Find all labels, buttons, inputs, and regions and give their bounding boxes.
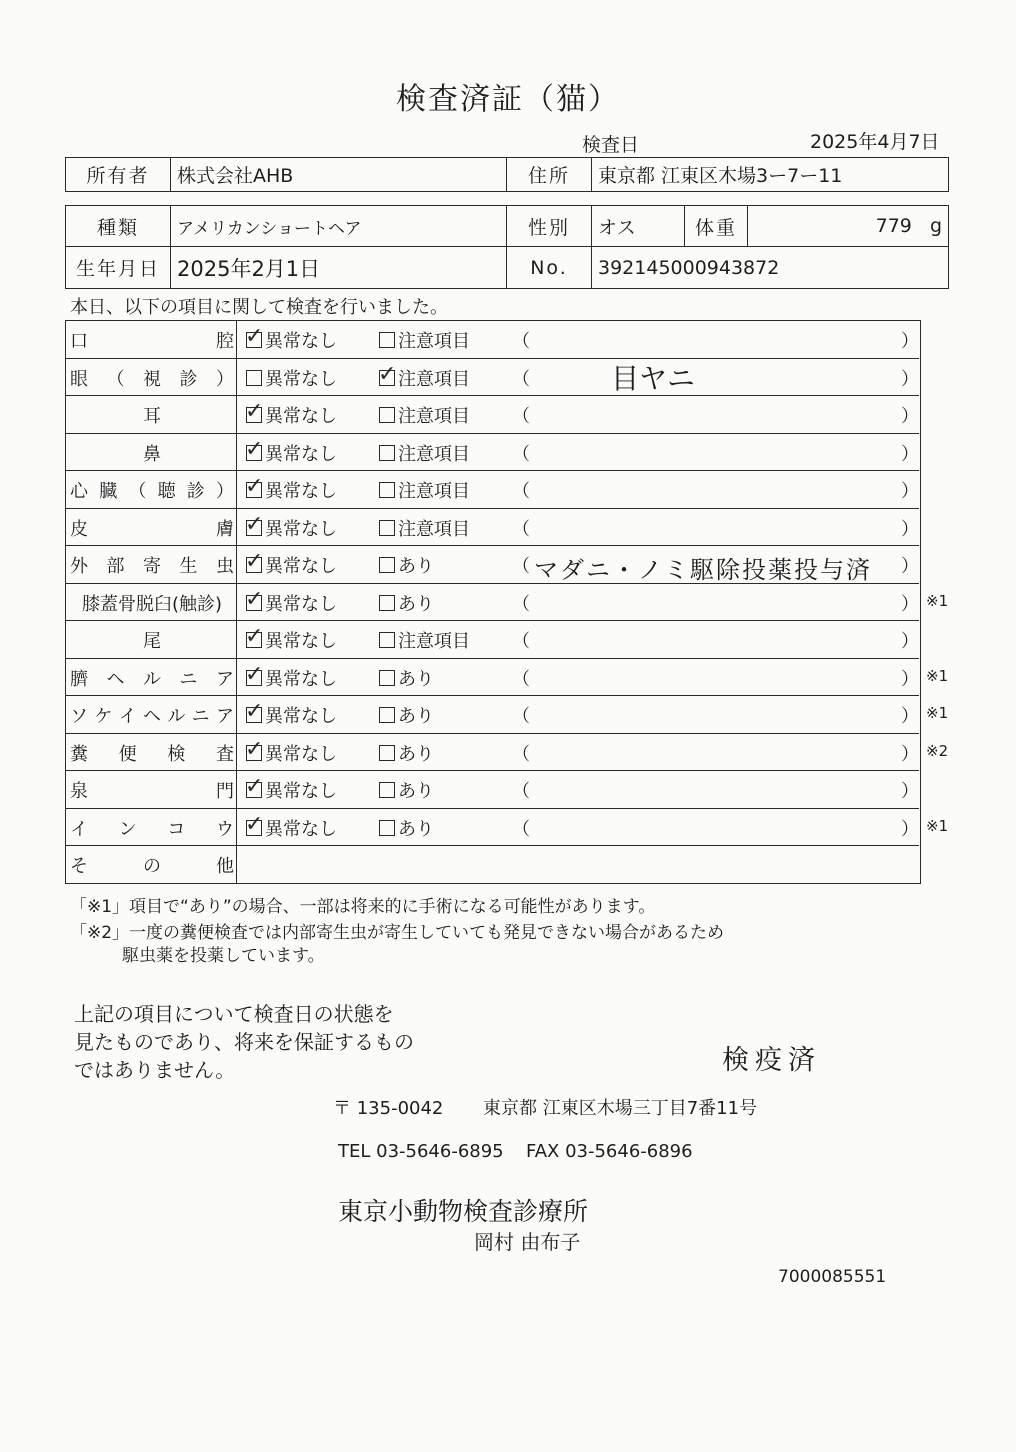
document-title: 検査済証（猫）	[396, 82, 620, 117]
option-label: 注意項目	[398, 406, 470, 427]
item-label-part: 門	[216, 781, 234, 802]
check-mark: ✓	[245, 774, 264, 799]
item-label-part: 寄	[143, 556, 161, 577]
veterinarian-name: 岡村 由布子	[474, 1230, 581, 1254]
item-label-part: 聴	[157, 481, 176, 502]
note-paren-close: ）	[901, 593, 919, 615]
attention-option[interactable]	[378, 361, 470, 391]
item-label	[70, 627, 234, 653]
item-label-part: 口	[70, 331, 88, 352]
sex-label: 性別	[507, 206, 592, 247]
checklist-row	[66, 359, 919, 397]
item-label-part: （	[128, 481, 147, 502]
checkbox[interactable]	[245, 811, 264, 837]
no-abnormality-option[interactable]	[246, 365, 337, 391]
item-label-part: ア	[216, 668, 234, 690]
item-label-part: 診	[186, 481, 205, 502]
breed-value: アメリカンショートヘア	[171, 206, 507, 247]
note-paren-close: ）	[901, 818, 919, 840]
option-label: あり	[398, 593, 434, 615]
checklist-row	[66, 621, 919, 659]
item-label-part: 耳	[143, 406, 161, 427]
option-label: あり	[398, 556, 434, 577]
note-paren-open: （	[512, 743, 530, 765]
checklist-row	[66, 734, 949, 772]
item-label-part: 泉	[70, 781, 88, 802]
item-label	[70, 440, 234, 466]
option-label: 注意項目	[398, 518, 470, 540]
address-label: 住所	[507, 158, 592, 192]
check-mark: ✓	[245, 549, 264, 574]
checkbox[interactable]	[379, 707, 395, 723]
check-mark: ✓	[245, 324, 264, 349]
option-label: 異常なし	[265, 743, 337, 765]
footnote-2: 「※2」一度の糞便検査では内部寄生虫が寄生していても発見できない場合があるため	[70, 923, 725, 943]
checkbox[interactable]	[379, 632, 395, 648]
check-mark: ✓	[245, 436, 264, 462]
checkbox[interactable]	[245, 436, 264, 462]
checkbox[interactable]	[379, 332, 395, 348]
option-label: 異常なし	[265, 331, 337, 352]
no-abnormality-option[interactable]	[245, 586, 337, 616]
checkbox[interactable]	[379, 445, 395, 461]
note-paren-open: （	[512, 518, 530, 540]
item-label-part: 生	[179, 556, 198, 577]
checkbox[interactable]	[379, 782, 395, 798]
item-label-part: イ	[118, 706, 137, 727]
check-mark: ✓	[245, 511, 264, 537]
note-paren-close: ）	[901, 631, 919, 652]
item-label-part: 他	[216, 856, 234, 877]
inspection-date-label: 検査日	[582, 134, 640, 156]
attention-option[interactable]	[379, 815, 434, 841]
breed-label: 種類	[66, 206, 171, 247]
note-paren-close: ）	[901, 668, 919, 690]
owner-table	[65, 157, 949, 192]
note-paren-close: ）	[901, 781, 919, 802]
note-paren-close: ）	[901, 481, 919, 502]
note-paren-open: （	[512, 781, 530, 802]
item-label-part: ン	[118, 818, 137, 840]
checklist-row	[66, 434, 919, 472]
checkbox[interactable]	[245, 699, 264, 724]
item-label-part: そ	[70, 856, 88, 877]
item-label-part: ケ	[94, 706, 113, 727]
footnote-mark: ※1	[926, 666, 949, 685]
no-abnormality-option[interactable]	[245, 474, 337, 503]
attention-option[interactable]	[379, 402, 470, 428]
checklist-row	[66, 771, 919, 809]
no-abnormality-option[interactable]	[245, 399, 337, 428]
note-paren-open: （	[512, 556, 530, 577]
intro-text: 本日、以下の項目に関して検査を行いました。	[70, 297, 448, 318]
option-label: 異常なし	[265, 406, 337, 427]
item-note: マダニ・ノミ駆除投薬投与済	[534, 556, 872, 584]
footnote-mark: ※1	[926, 816, 949, 835]
checkbox[interactable]	[245, 624, 264, 649]
item-label-part: 部	[106, 556, 125, 577]
birth-value: 2025年2月1日	[171, 247, 507, 289]
clinic-address: 東京都 江東区木場三丁目7番11号	[483, 1098, 758, 1119]
attention-option[interactable]	[379, 327, 470, 353]
checkbox[interactable]	[246, 370, 262, 386]
weight-value: 779	[875, 215, 912, 237]
note-paren-open: （	[512, 593, 530, 615]
option-label: 異常なし	[265, 518, 337, 540]
no-abnormality-option[interactable]	[245, 774, 337, 803]
no-label: No.	[507, 247, 592, 289]
checklist-row	[66, 509, 919, 547]
item-label-part: 尾	[143, 631, 161, 652]
check-mark: ✓	[245, 474, 264, 499]
check-mark: ✓	[245, 586, 264, 612]
note-paren-open: （	[512, 631, 530, 652]
animal-table	[65, 205, 949, 289]
statement-line-1: 上記の項目について検査日の状態を	[74, 1002, 394, 1026]
item-label-part: 膚	[216, 518, 234, 540]
option-label: 異常なし	[265, 556, 337, 577]
item-label	[70, 777, 234, 803]
no-abnormality-option[interactable]	[245, 549, 337, 578]
item-label	[70, 815, 234, 841]
note-paren-close: ）	[901, 331, 919, 352]
checklist-row	[66, 846, 919, 884]
item-label-part: の	[143, 856, 161, 877]
item-label-part: ヘ	[142, 706, 161, 727]
item-label-part: 心	[70, 481, 88, 502]
note-paren-open: （	[512, 706, 530, 727]
option-label: あり	[398, 781, 434, 802]
item-label-part: 腔	[216, 331, 234, 352]
note-paren-open: （	[512, 368, 530, 390]
item-label	[70, 852, 234, 878]
weight-unit: g	[929, 215, 942, 237]
no-abnormality-option[interactable]	[245, 511, 337, 541]
note-paren-close: ）	[901, 743, 919, 765]
attention-option[interactable]	[379, 590, 434, 616]
attention-option[interactable]	[379, 702, 434, 728]
footnote-mark: ※2	[926, 741, 949, 760]
no-value: 392145000943872	[592, 247, 949, 289]
option-label: あり	[398, 818, 434, 840]
no-abnormality-option[interactable]	[245, 436, 337, 466]
item-label-part: 診	[179, 368, 198, 390]
item-label	[70, 702, 234, 728]
checklist-row	[66, 809, 949, 847]
checkbox[interactable]	[245, 586, 264, 612]
check-mark: ✓	[245, 661, 264, 687]
checkbox[interactable]	[379, 670, 395, 686]
attention-option[interactable]	[379, 440, 470, 466]
item-label-part: 検	[167, 743, 186, 765]
option-label: 注意項目	[398, 331, 470, 352]
quarantine-stamp: 検疫済	[722, 1045, 821, 1076]
checklist-row	[66, 584, 949, 622]
clinic-fax: FAX 03-5646-6896	[526, 1141, 693, 1162]
note-paren-close: ）	[901, 443, 919, 465]
item-label-part: 膝蓋骨脱臼(触診)	[81, 593, 223, 615]
item-label	[70, 515, 234, 541]
item-label-part: （	[106, 368, 125, 390]
no-abnormality-option[interactable]	[245, 324, 337, 353]
no-abnormality-option[interactable]	[245, 661, 337, 691]
option-label: 異常なし	[265, 706, 337, 727]
option-label: あり	[398, 668, 434, 690]
item-label-part: 糞	[70, 743, 88, 765]
checkbox[interactable]	[378, 361, 397, 387]
checkbox[interactable]	[379, 407, 395, 423]
note-paren-open: （	[512, 331, 530, 352]
item-label	[70, 665, 234, 691]
checkbox[interactable]	[245, 661, 264, 687]
note-paren-close: ）	[901, 368, 919, 390]
footnote-1: 「※1」項目で“あり”の場合、一部は将来的に手術になる可能性があります。	[70, 897, 656, 917]
item-label-part: ソ	[70, 706, 88, 727]
item-label	[70, 552, 234, 578]
checklist-row	[66, 659, 949, 697]
item-label-part: ニ	[179, 668, 198, 690]
document-number: 7000085551	[778, 1267, 887, 1287]
footnote-2-cont: 駆虫薬を投薬しています。	[122, 946, 325, 966]
option-label: 注意項目	[398, 368, 470, 390]
option-label: 異常なし	[265, 368, 337, 390]
item-label-part: ウ	[215, 818, 234, 840]
item-label-part: 便	[118, 743, 137, 765]
checkbox[interactable]	[379, 482, 395, 498]
checkbox[interactable]	[245, 511, 264, 537]
option-label: 注意項目	[398, 481, 470, 502]
item-note: 目ヤニ	[611, 361, 696, 395]
note-paren-open: （	[512, 406, 530, 427]
item-label	[70, 365, 234, 391]
checkbox[interactable]	[379, 557, 395, 573]
weight-label: 体重	[685, 206, 748, 247]
checkbox[interactable]	[379, 745, 395, 761]
attention-option[interactable]	[379, 515, 470, 541]
no-abnormality-option[interactable]	[245, 624, 337, 653]
item-label-part: 視	[143, 368, 161, 390]
statement-line-2: 見たものであり、将来を保証するもの	[74, 1030, 414, 1054]
check-mark: ✓	[245, 736, 264, 762]
owner-value: 株式会社AHB	[171, 158, 507, 192]
attention-option[interactable]	[379, 477, 470, 503]
no-abnormality-option[interactable]	[245, 699, 337, 728]
inspection-date: 2025年4月7日	[810, 131, 940, 153]
item-label-part: ル	[167, 706, 186, 727]
attention-option[interactable]	[379, 740, 434, 766]
clinic-name: 東京小動物検査診療所	[338, 1197, 589, 1226]
item-label-part: ア	[215, 706, 234, 727]
checklist-table	[65, 320, 949, 884]
item-label-part: ）	[215, 481, 234, 502]
item-label-part: 皮	[70, 518, 88, 540]
checkbox[interactable]	[245, 549, 264, 574]
no-abnormality-option[interactable]	[245, 736, 337, 766]
option-label: 異常なし	[265, 631, 337, 652]
checklist-row	[66, 696, 949, 734]
check-mark: ✓	[245, 399, 264, 424]
note-paren-close: ）	[901, 556, 919, 577]
checklist-row	[66, 321, 919, 359]
option-label: 異常なし	[265, 593, 337, 615]
check-mark: ✓	[245, 699, 264, 724]
note-paren-open: （	[512, 481, 530, 502]
checkbox[interactable]	[379, 595, 395, 611]
option-label: 異常なし	[265, 481, 337, 502]
weight-cell	[748, 206, 949, 247]
item-label	[70, 402, 234, 428]
option-label: 異常なし	[265, 668, 337, 690]
item-label-part: 査	[215, 743, 234, 765]
clinic-tel: TEL 03-5646-6895	[338, 1141, 504, 1162]
item-label-part: 眼	[70, 368, 88, 390]
footnote-mark: ※1	[926, 591, 949, 610]
item-label	[70, 477, 234, 503]
checkbox[interactable]	[245, 774, 264, 799]
checklist-row	[66, 546, 919, 584]
note-paren-open: （	[512, 818, 530, 840]
item-label	[70, 327, 234, 353]
item-label-part: 臓	[99, 481, 118, 502]
item-label-part: イ	[70, 818, 88, 840]
check-mark: ✓	[245, 624, 264, 649]
option-label: 異常なし	[265, 781, 337, 802]
item-label-part: ヘ	[106, 668, 125, 690]
item-label-part: 外	[70, 556, 88, 577]
check-mark: ✓	[245, 811, 264, 837]
item-label-part: 鼻	[143, 443, 161, 465]
no-abnormality-option[interactable]	[245, 811, 337, 841]
note-paren-close: ）	[901, 518, 919, 540]
checkbox[interactable]	[245, 399, 264, 424]
checkbox[interactable]	[245, 736, 264, 762]
sex-value: オス	[592, 206, 685, 247]
item-label-part: ）	[216, 368, 234, 390]
option-label: あり	[398, 743, 434, 765]
item-label-part: ニ	[191, 706, 210, 727]
checkbox[interactable]	[245, 324, 264, 349]
note-paren-open: （	[512, 443, 530, 465]
option-label: 注意項目	[398, 631, 470, 652]
footnote-mark: ※1	[926, 704, 949, 722]
note-paren-open: （	[512, 668, 530, 690]
item-label-part: 臍	[70, 668, 88, 690]
option-label: 異常なし	[265, 818, 337, 840]
check-mark: ✓	[378, 361, 397, 387]
address-value: 東京都 江東区木場3ー7ー11	[592, 158, 949, 192]
item-label-part: ル	[143, 668, 161, 690]
item-label-part: コ	[167, 818, 186, 840]
note-paren-close: ）	[901, 706, 919, 727]
checkbox[interactable]	[379, 820, 395, 836]
attention-option[interactable]	[379, 552, 434, 578]
option-label: 注意項目	[398, 443, 470, 465]
statement-line-3: ではありません。	[74, 1058, 236, 1082]
option-label: 異常なし	[265, 443, 337, 465]
checkbox[interactable]	[379, 520, 395, 536]
owner-label: 所有者	[66, 158, 171, 192]
checkbox[interactable]	[245, 474, 264, 499]
attention-option[interactable]	[379, 627, 470, 653]
birth-label: 生年月日	[66, 247, 171, 289]
attention-option[interactable]	[379, 777, 434, 803]
note-paren-close: ）	[901, 406, 919, 427]
item-label	[70, 590, 234, 616]
item-label	[70, 740, 234, 766]
option-label: あり	[398, 706, 434, 727]
item-label-part: 虫	[216, 556, 234, 577]
attention-option[interactable]	[379, 665, 434, 691]
checklist-row	[66, 471, 919, 509]
postal-code: 〒 135-0042	[333, 1098, 444, 1119]
checklist-row	[66, 396, 919, 434]
